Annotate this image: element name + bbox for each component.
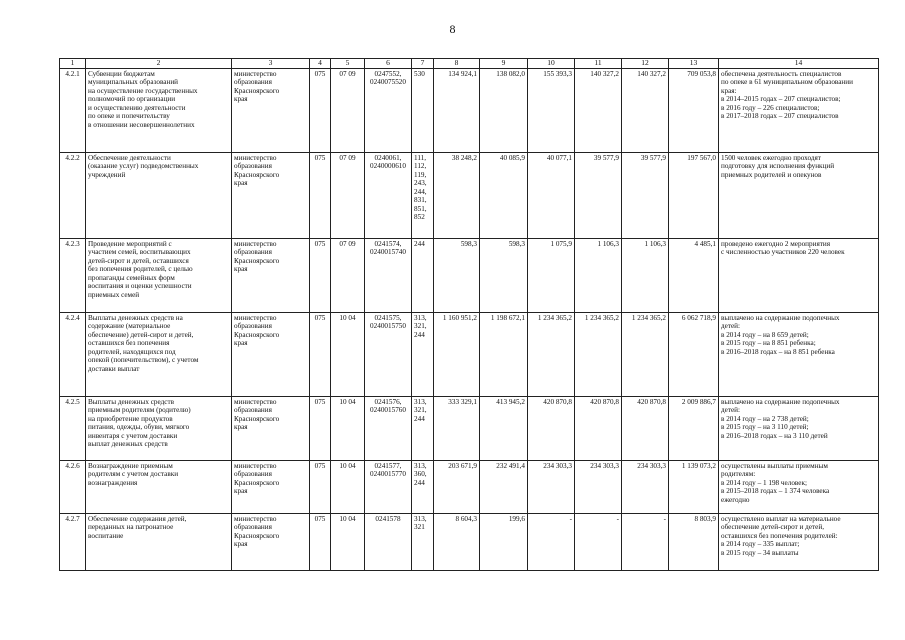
measure-name-cell [86,312,232,396]
responsible-org-line: Красноярского [234,330,280,339]
expense-type-cell [412,396,434,460]
target-article-line: 0240015740 [370,248,406,257]
column-header-13: 13 [669,59,719,69]
amount-2014-cell: 134 924,1 [434,68,480,152]
expense-type-cell [412,312,434,396]
responsible-org-line: Красноярского [234,531,280,540]
target-article-cell [365,68,412,152]
expense-type-line: 244, [414,187,427,196]
table-row [60,396,879,460]
expense-type-line: 111, [414,153,427,162]
measure-name-cell [86,513,232,570]
measure-name-cell [86,152,232,238]
responsible-org-cell [232,396,310,460]
grbs-code-cell: 075 [310,68,331,152]
column-header-1: 1 [60,59,86,69]
table-row [60,238,879,312]
amount-total-cell: 1 139 073,2 [669,460,719,513]
measure-name-line: выплат денежных средств [88,440,168,449]
grbs-code-cell: 075 [310,238,331,312]
amount-2017-cell: 420 870,8 [575,396,622,460]
measure-name-line: доставки выплат [88,364,140,373]
responsible-org-line: края [234,540,248,549]
section-code-cell: 10 04 [331,396,365,460]
responsible-org-line: Красноярского [234,478,280,487]
expected-result-line: обеспечена деятельность специалистов [721,69,842,78]
target-article-line: 0240015770 [370,470,406,479]
expected-result-cell [719,152,879,238]
measure-name-line: участием семей, воспитывающих [88,248,191,257]
measure-name-cell [86,396,232,460]
expected-result-line: в 2015 году – на 8 851 ребенка; [721,339,816,348]
amount-2018-cell: 39 577,9 [622,152,669,238]
amount-2014-cell: 203 671,9 [434,460,480,513]
responsible-org-line: министерство [234,397,277,406]
grbs-code-cell: 075 [310,460,331,513]
expected-result-line: края: [721,86,737,95]
row-number-cell: 4.2.7 [60,513,86,570]
amount-2015-cell: 413 945,2 [480,396,528,460]
expected-result-cell [719,68,879,152]
measure-name-line: полномочий по организации [88,95,176,104]
expected-result-line: выплачено на содержание подопечных [721,313,840,322]
expected-result-line: детей: [721,322,741,331]
measure-name-line: (оказание услуг) подведомственных [88,162,199,171]
target-article-line: 0241576, [374,397,402,406]
amount-2016-cell: 1 234 365,2 [528,312,575,396]
expected-result-cell [719,513,879,570]
amount-2016-cell: 234 303,3 [528,460,575,513]
amount-2018-cell: 420 870,8 [622,396,669,460]
expected-result-line: по опеке в 61 муниципальном образовании [721,78,853,87]
responsible-org-line: образования [234,523,272,532]
expense-type-line: 119, [414,170,427,179]
measure-name-cell [86,238,232,312]
column-header-10: 10 [528,59,575,69]
responsible-org-line: образования [234,162,272,171]
row-number-cell: 4.2.1 [60,68,86,152]
row-number-cell: 4.2.5 [60,396,86,460]
responsible-org-line: Красноярского [234,86,280,95]
amount-total-cell: 4 485,1 [669,238,719,312]
measure-name-cell [86,460,232,513]
target-article-line: 0240000610 [370,162,406,171]
expense-type-line: 244 [414,330,425,339]
responsible-org-line: Красноярского [234,256,280,265]
target-article-cell [365,152,412,238]
column-header-5: 5 [331,59,365,69]
amount-2018-cell: 1 106,3 [622,238,669,312]
responsible-org-line: края [234,487,248,496]
expected-result-line: в 2014 году – на 8 659 детей; [721,330,809,339]
measure-name-line: без попечения родителей, с целью [88,265,193,274]
amount-total-cell: 6 062 718,9 [669,312,719,396]
expense-type-line: 313, [414,514,427,523]
grbs-code-cell: 075 [310,513,331,570]
responsible-org-line: края [234,265,248,274]
responsible-org-line: министерство [234,313,277,322]
amount-2015-cell: 1 198 672,1 [480,312,528,396]
amount-total-cell: 709 053,8 [669,68,719,152]
expected-result-line: в 2017–2018 годах – 207 специалистов [721,112,839,121]
expected-result-line: приемных родителей и опекунов [721,170,822,179]
amount-2017-cell: 140 327,2 [575,68,622,152]
expense-type-line: 321, [414,322,427,331]
amount-2016-cell: - [528,513,575,570]
expense-type-line: 112, [414,162,427,171]
responsible-org-line: края [234,423,248,432]
amount-2014-cell: 333 329,1 [434,396,480,460]
column-header-6: 6 [365,59,412,69]
expense-type-line: 852 [414,213,425,222]
expected-result-line: оставшихся без попечения родителей: [721,531,838,540]
target-article-cell [365,312,412,396]
measure-name-line: воспитание [88,531,124,540]
responsible-org-line: Красноярского [234,414,280,423]
target-article-line: 0241574, [374,239,402,248]
responsible-org-line: министерство [234,153,277,162]
expected-result-line: в 2015–2018 годах – 1 374 человека [721,487,830,496]
target-article-line: 0240075520 [370,78,406,87]
expense-type-line: 831, [414,196,427,205]
amount-2017-cell: 39 577,9 [575,152,622,238]
expected-result-line: в 2014 году – 1 198 человек; [721,478,807,487]
column-header-11: 11 [575,59,622,69]
expected-result-line: в 2015 году – на 3 110 детей; [721,423,809,432]
column-header-14: 14 [719,59,879,69]
measure-name-line: в отношении несовершеннолетних [88,120,195,129]
measure-name-line: оставшихся без попечения [88,339,170,348]
amount-2016-cell: 155 393,3 [528,68,575,152]
section-code-cell: 10 04 [331,513,365,570]
measure-name-line: приемных семей [88,290,140,299]
measure-name-line: обеспечение) детей-сирот и детей, [88,330,194,339]
measure-name-line: питания, одежды, обуви, мягкого [88,423,190,432]
expected-result-line: в 2016 году – 226 специалистов; [721,103,820,112]
expected-result-line: проведено ежегодно 2 мероприятия [721,239,831,248]
responsible-org-cell [232,68,310,152]
amount-total-cell: 2 009 886,7 [669,396,719,460]
section-code-cell: 10 04 [331,460,365,513]
expected-result-line: осуществлено выплат на материальное [721,514,841,523]
expected-result-line: в 2014–2015 годах – 207 специалистов; [721,95,841,104]
expense-type-line: 321, [414,406,427,415]
amount-2015-cell: 40 085,9 [480,152,528,238]
target-article-line: 0241575, [374,313,402,322]
expected-result-cell [719,238,879,312]
measure-name-line: на осуществление государственных [88,86,198,95]
amount-2018-cell: 1 234 365,2 [622,312,669,396]
expected-result-line: обеспечение детей-сирот и детей, [721,523,825,532]
row-number-cell: 4.2.2 [60,152,86,238]
amount-2014-cell: 38 248,2 [434,152,480,238]
section-code-cell: 10 04 [331,312,365,396]
responsible-org-line: Красноярского [234,170,280,179]
program-table [59,58,879,571]
expense-type-line: 851, [414,204,427,213]
responsible-org-cell [232,460,310,513]
expense-type-line: 313, [414,397,427,406]
expense-type-cell [412,68,434,152]
expected-result-line: подготовку для исполнения функций [721,162,835,171]
column-header-2: 2 [86,59,232,69]
measure-name-line: Выплаты денежных средств на [88,313,183,322]
expected-result-line: родителям: [721,470,756,479]
column-header-7: 7 [412,59,434,69]
measure-name-line: Субвенции бюджетам [88,69,155,78]
responsible-org-line: образования [234,406,272,415]
target-article-cell [365,513,412,570]
target-article-line: 0240061, [374,153,402,162]
amount-2017-cell: 1 106,3 [575,238,622,312]
column-header-12: 12 [622,59,669,69]
responsible-org-line: министерство [234,239,277,248]
expected-result-line: в 2015 году – 34 выплаты [721,548,799,557]
grbs-code-cell: 075 [310,152,331,238]
row-number-cell: 4.2.4 [60,312,86,396]
expected-result-line: в 2016–2018 годах – на 3 110 детей [721,431,828,440]
expected-result-cell [719,460,879,513]
amount-2018-cell: - [622,513,669,570]
measure-name-line: Обеспечение содержания детей, [88,514,187,523]
expense-type-cell [412,513,434,570]
responsible-org-line: края [234,95,248,104]
amount-2017-cell: 234 303,3 [575,460,622,513]
target-article-line: 0247552, [374,69,402,78]
amount-2017-cell: 1 234 365,2 [575,312,622,396]
measure-name-line: пропаганды семейных форм [88,273,175,282]
expected-result-cell [719,312,879,396]
measure-name-line: воспитания и оценки успешности [88,282,192,291]
row-number-cell: 4.2.6 [60,460,86,513]
measure-name-line: Выплаты денежных средств [88,397,175,406]
expense-type-line: 244 [414,239,425,248]
measure-name-line: на приобретение продуктов [88,414,173,423]
expected-result-line: в 2014 году – на 2 738 детей; [721,414,809,423]
measure-name-line: детей-сирот и детей, оставшихся [88,256,189,265]
responsible-org-line: министерство [234,69,277,78]
amount-2018-cell: 140 327,2 [622,68,669,152]
responsible-org-line: образования [234,248,272,257]
target-article-cell [365,396,412,460]
table-row [60,513,879,570]
measure-name-line: приемным родителям (родителю) [88,406,191,415]
responsible-org-line: края [234,339,248,348]
measure-name-line: содержание (материальное [88,322,171,331]
measure-name-line: инвентаря с учетом доставки [88,431,178,440]
table-row [60,152,879,238]
responsible-org-line: образования [234,470,272,479]
table-row [60,460,879,513]
amount-2016-cell: 40 077,1 [528,152,575,238]
page-number: 8 [449,22,456,36]
amount-total-cell: 8 803,9 [669,513,719,570]
amount-total-cell: 197 567,0 [669,152,719,238]
responsible-org-cell [232,312,310,396]
measure-name-line: вознаграждения [88,478,138,487]
column-header-4: 4 [310,59,331,69]
measure-name-line: переданных на патронатное [88,523,174,532]
column-header-9: 9 [480,59,528,69]
expected-result-line: осуществлены выплаты приемным [721,461,828,470]
section-code-cell: 07 09 [331,238,365,312]
measure-name-line: Вознаграждение приемным [88,461,173,470]
responsible-org-cell [232,513,310,570]
target-article-line: 0240015760 [370,406,406,415]
responsible-org-line: министерство [234,461,277,470]
responsible-org-cell [232,152,310,238]
responsible-org-line: министерство [234,514,277,523]
expense-type-cell [412,460,434,513]
measure-name-line: родителям с учетом доставки [88,470,179,479]
expense-type-line: 321 [414,523,425,532]
expense-type-line: 530 [414,69,425,78]
measure-name-line: Проведение мероприятий с [88,239,172,248]
responsible-org-line: края [234,179,248,188]
expense-type-line: 244 [414,478,425,487]
amount-2014-cell: 598,3 [434,238,480,312]
expected-result-line: 1500 человек ежегодно проходят [721,153,821,162]
amount-2015-cell: 232 491,4 [480,460,528,513]
amount-2015-cell: 138 082,0 [480,68,528,152]
responsible-org-cell [232,238,310,312]
expected-result-line: с численностью участников 220 человек [721,248,845,257]
row-number-cell: 4.2.3 [60,238,86,312]
measure-name-line: муниципальных образований [88,78,179,87]
responsible-org-line: образования [234,322,272,331]
measure-name-line: родителей, находящихся под [88,347,176,356]
amount-2014-cell: 1 160 951,2 [434,312,480,396]
amount-2015-cell: 598,3 [480,238,528,312]
section-code-cell: 07 09 [331,68,365,152]
measure-name-cell [86,68,232,152]
measure-name-line: опекой (попечительством), с учетом [88,356,199,365]
grbs-code-cell: 075 [310,312,331,396]
amount-2016-cell: 420 870,8 [528,396,575,460]
table-row [60,312,879,396]
expense-type-cell [412,152,434,238]
expense-type-line: 313, [414,461,427,470]
table-row [60,68,879,152]
section-code-cell: 07 09 [331,152,365,238]
expected-result-line: детей: [721,406,741,415]
amount-2014-cell: 8 604,3 [434,513,480,570]
amount-2016-cell: 1 075,9 [528,238,575,312]
expense-type-line: 244 [414,414,425,423]
grbs-code-cell: 075 [310,396,331,460]
measure-name-line: Обеспечение деятельности [88,153,171,162]
expense-type-line: 243, [414,179,427,188]
expected-result-line: выплачено на содержание подопечных [721,397,840,406]
amount-2015-cell: 199,6 [480,513,528,570]
expense-type-line: 313, [414,313,427,322]
target-article-cell [365,460,412,513]
target-article-line: 0240015750 [370,322,406,331]
responsible-org-line: образования [234,78,272,87]
expense-type-line: 360, [414,470,427,479]
amount-2017-cell: - [575,513,622,570]
target-article-cell [365,238,412,312]
amount-2018-cell: 234 303,3 [622,460,669,513]
column-header-3: 3 [232,59,310,69]
header-row [60,59,879,69]
expense-type-cell [412,238,434,312]
measure-name-line: по опеке и попечительству [88,112,170,121]
column-header-8: 8 [434,59,480,69]
measure-name-line: и осуществлению деятельности [88,103,186,112]
measure-name-line: учреждений [88,170,126,179]
target-article-line: 0241577, [374,461,402,470]
expected-result-cell [719,396,879,460]
target-article-line: 0241578 [375,514,401,523]
expected-result-line: в 2014 году – 335 выплат; [721,540,800,549]
expected-result-line: в 2016–2018 годах – на 8 851 ребенка [721,347,835,356]
expected-result-line: ежегодно [721,495,750,504]
